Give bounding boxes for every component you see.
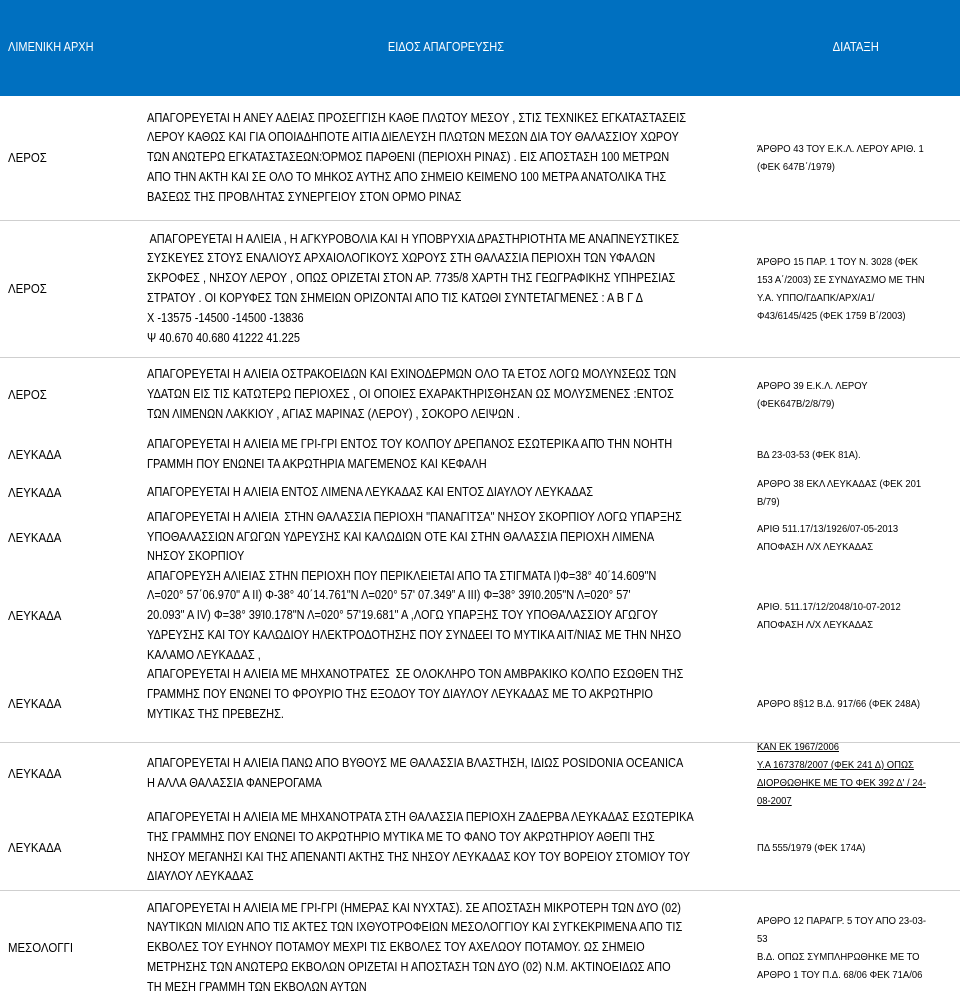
prohibition-text-line: ΔΙΑΥΛΟΥ ΛΕΥΚΑΔΑΣ <box>147 869 254 884</box>
prohibition-text-line: ΑΠΑΓΟΡΕΥΕΤΑΙ Η ΑΛΙΕΙΑ ΠΑΝΩ ΑΠΟ ΒΥΘΟΥΣ ΜΕ ΘΑΛΑΣΣΙΑ ΒΛΑΣΤΗΣΗ, ΙΔΙΩΣ POSIDONIA OCEANICA <box>147 756 684 771</box>
provision-text-line: Υ.Α. ΥΠΠΟ/ΓΔΑΠΚ/ΑΡΧ/Α1/ <box>757 292 875 304</box>
provision-cell <box>752 805 960 890</box>
prohibition-text-line: ΥΔΡΕΥΣΗΣ ΚΑΙ ΤΟΥ ΚΑΛΩΔΙΟΥ ΗΛΕΚΤΡΟΔΟΤΗΣΗΣ ΠΟΥ ΣΥΝΔΕΕΙ ΤΟ ΜΥΤΙΚΑ ΑΙΤ/ΝΙΑΣ ΜΕ ΤΗΝ ΝΗΣΟ <box>147 627 682 642</box>
prohibition-text-line: ΒΑΣΕΩΣ ΤΗΣ ΠΡΟΒΛΗΤΑΣ ΣΥΝΕΡΓΕΙΟΥ ΣΤΟΝ ΟΡΜΟ ΡΙΝΑΣ <box>147 189 462 204</box>
port-authority-cell <box>0 477 140 508</box>
provision-cell <box>752 665 960 742</box>
header-provision-cell <box>752 0 960 96</box>
prohibition-text-line: ΑΠΑΓΟΡΕΥΕΤΑΙ Η ΑΝΕΥ ΑΔΕΙΑΣ ΠΡΟΣΕΓΓΙΣΗ ΚΑΘΕ ΠΛΩΤΟΥ ΜΕΣΟΥ , ΣΤΙΣ ΤΕΧΝΙΚΕΣ ΕΓΚΑΤΑΣΤΑΣΕΙΣ <box>147 110 687 125</box>
provision-cell <box>752 221 960 357</box>
provision-text-line: ΑΡΘΡΟ 12 ΠΑΡΑΓΡ. 5 ΤΟΥ ΑΠΟ 23-03- <box>757 915 926 927</box>
provision-text-line: ΑΡΘΡΟ 8§12 Β.Δ. 917/66 (ΦΕΚ 248Α) <box>757 697 921 710</box>
prohibition-text-line: ΑΠΑΓΟΡΕΥΕΤΑΙ Η ΑΛΙΕΙΑ ΕΝΤΟΣ ΛΙΜΕΝΑ ΛΕΥΚΑΔΑΣ ΚΑΙ ΕΝΤΟΣ ΔΙΑΥΛΟΥ ΛΕΥΚΑΔΑΣ <box>147 484 594 499</box>
prohibition-text-line: ΑΠΑΓΟΡΕΥΕΤΑΙ Η ΑΛΙΕΙΑ ΜΕ ΜΗΧΑΝΟΤΡΑΤΕΣ ΣΕ ΟΛΟΚΛΗΡΟ ΤΟΝ ΑΜΒΡΑΚΙΚΟ ΚΟΛΠΟ ΕΣΩΘΕΝ ΤΗΣ <box>147 667 684 681</box>
provision-cell <box>752 358 960 432</box>
port-authority-label: ΛΕΥΚΑΔΑ <box>8 839 62 855</box>
provision-text-line: ΑΡΙΘ 511.17/13/1926/07-05-2013 <box>757 522 899 535</box>
prohibition-cell <box>140 432 752 477</box>
port-authority-label: ΛΕΥΚΑΔΑ <box>8 529 62 545</box>
provision-text-line: 53 <box>757 933 768 945</box>
provision-text-line: ΑΠΟΦΑΣΗ Λ/Χ ΛΕΥΚΑΔΑΣ <box>757 540 874 553</box>
provision-text-line: 08-2007 <box>757 795 792 807</box>
provision-text-line: Υ.Α 167378/2007 (ΦΕΚ 241 Δ) ΟΠΩΣ <box>757 759 914 771</box>
port-authority-cell <box>0 221 140 357</box>
provision-text-line: ΚΑΝ ΕΚ 1967/2006 <box>757 741 839 753</box>
port-authority-cell <box>0 891 140 1005</box>
port-authority-label: ΛΕΡΟΣ <box>8 150 47 166</box>
provision-text-line: Β.Δ. ΟΠΩΣ ΣΥΜΠΛΗΡΩΘΗΚΕ ΜΕ ΤΟ <box>757 951 920 963</box>
prohibition-text-line: 20.093" Α ΙV) Φ=38° 39Ί0.178"Ν Λ=020° 57'19.681" Α ,ΛΟΓΩ ΥΠΑΡΞΗΣ ΤΟΥ ΥΠΟΘΑΛΑΣΣΙΟΥ ΑΓΩΓΟΥ <box>147 608 658 623</box>
port-authority-cell <box>0 96 140 220</box>
prohibition-text-line: ΑΠΑΓΟΡΕΥΕΤΑΙ Η ΑΛΙΕΙΑ ΜΕ ΓΡΙ-ΓΡΙ (ΗΜΕΡΑΣ ΚΑΙ ΝΥΧΤΑΣ). ΣΕ ΑΠΟΣΤΑΣΗ ΜΙΚΡΟΤΕΡΗ ΤΩΝ ΔΥΟ (02) <box>147 900 681 915</box>
prohibition-text-line: ΣΚΡΟΦΕΣ , ΝΗΣΟΥ ΛΕΡΟΥ , ΟΠΩΣ ΟΡΙΖΕΤΑΙ ΣΤΟΝ ΑΡ. 7735/8 ΧΑΡΤΗ ΤΗΣ ΓΕΩΓΡΑΦΙΚΗΣ ΥΠΗΡΕΣΙΑΣ <box>147 271 676 286</box>
provision-cell <box>752 508 960 567</box>
port-authority-cell <box>0 432 140 477</box>
prohibition-text-line: ΑΠΑΓΟΡΕΥΣΗ ΑΛΙΕΙΑΣ ΣΤΗΝ ΠΕΡΙΟΧΗ ΠΟΥ ΠΕΡΙΚΛΕΙΕΤΑΙ ΑΠΟ ΤΑ ΣΤΙΓΜΑΤΑ Ι)Φ=38° 40΄14.609"Ν <box>147 568 657 583</box>
prohibition-cell <box>140 358 752 432</box>
provision-text-line: ΠΔ 555/1979 (ΦΕΚ 174Α) <box>757 841 866 854</box>
port-authority-cell <box>0 805 140 890</box>
provision-text-line: ΑΡΙΘ. 511.17/12/2048/10-07-2012 <box>757 601 901 613</box>
port-authority-label: ΜΕΣΟΛΟΓΓΙ <box>8 940 74 956</box>
prohibition-text-line: ΤΩΝ ΛΙΜΕΝΩΝ ΛΑΚΚΙΟΥ , ΑΓΙΑΣ ΜΑΡΙΝΑΣ (ΛΕΡΟΥ) , ΣΟΚΟΡΟ ΛΕΙΨΩΝ . <box>147 406 521 421</box>
prohibition-cell <box>140 477 752 508</box>
header-port-authority: ΛΙΜΕΝΙΚΗ ΑΡΧΗ <box>8 40 94 55</box>
port-authority-label: ΛΕΥΚΑΔΑ <box>8 695 62 711</box>
prohibition-text-line: ΑΠΑΓΟΡΕΥΕΤΑΙ Η ΑΛΙΕΙΑ ΜΕ ΓΡΙ-ΓΡΙ ΕΝΤΟΣ ΤΟΥ ΚΟΛΠΟΥ ΔΡΕΠΑΝΟΣ ΕΣΩΤΕΡΙΚΑ ΑΠΌ ΤΗΝ ΝΟΗΤΗ <box>147 436 673 451</box>
port-authority-label: ΛΕΡΟΣ <box>8 281 47 297</box>
port-authority-cell <box>0 508 140 567</box>
provision-cell <box>752 477 960 508</box>
prohibition-text-line: ΛΕΡΟΥ ΚΑΘΩΣ ΚΑΙ ΓΙΑ ΟΠΟΙΑΔΗΠΟΤΕ ΑΙΤΙΑ ΔΙΕΛΕΥΣΗ ΠΛΩΤΩΝ ΜΕΣΩΝ ΔΙΑ ΤΟΥ ΘΑΛΑΣΣΙΟΥ ΧΩΡΟΥ <box>147 130 679 145</box>
provision-text-line: ΑΡΘΡΟ 38 ΕΚΛ ΛΕΥΚΑΔΑΣ (ΦΕΚ 201 <box>757 477 922 490</box>
prohibition-cell <box>140 221 752 357</box>
provision-text-line: (ΦΕΚ 647Β΄/1979) <box>757 161 835 173</box>
table-row <box>0 96 960 220</box>
table-row <box>0 357 960 432</box>
prohibition-text-line: ΓΡΑΜΜΗ ΠΟΥ ΕΝΩΝΕΙ ΤΑ ΑΚΡΩΤΗΡΙΑ ΜΑΓΕΜΕΝΟΣ ΚΑΙ ΚΕΦΑΛΗ <box>147 456 487 471</box>
table-body <box>0 96 960 1005</box>
prohibition-text-line: ΤΩΝ ΑΝΩΤΕΡΩ ΕΓΚΑΤΑΣΤΑΣΕΩΝ:ΌΡΜΟΣ ΠΑΡΘΕΝΙ (ΠΕΡΙΟΧΗ ΡΙΝΑΣ) . ΕΙΣ ΑΠΟΣΤΑΣΗ 100 ΜΕΤΡΩΝ <box>147 150 670 165</box>
provision-cell <box>752 432 960 477</box>
provision-cell <box>752 567 960 665</box>
header-prohibition-type-cell <box>140 0 752 96</box>
table-row <box>0 477 960 508</box>
provision-text-line: ΆΡΘΡΟ 43 ΤΟΥ Ε.Κ.Λ. ΛΕΡΟΥ ΑΡΙΘ. 1 <box>757 143 924 155</box>
prohibition-text-line: ΑΠΑΓΟΡΕΥΕΤΑΙ Η ΑΛΙΕΙΑ ΟΣΤΡΑΚΟΕΙΔΩΝ ΚΑΙ ΕΧΙΝΟΔΕΡΜΩΝ ΟΛΟ ΤΑ ΕΤΟΣ ΛΟΓΩ ΜΟΛΥΝΣΕΩΣ ΤΩΝ <box>147 367 677 382</box>
prohibition-text-line: ΑΠΑΓΟΡΕΥΕΤΑΙ Η ΑΛΙΕΙΑ , Η ΑΓΚΥΡΟΒΟΛΙΑ ΚΑΙ Η ΥΠΟΒΡΥΧΙΑ ΔΡΑΣΤΗΡΙΟΤΗΤΑ ΜΕ ΑΝΑΠΝΕΥΣΤΙΚΕΣ <box>147 231 680 246</box>
prohibition-text-line: ΣΥΣΚΕΥΕΣ ΣΤΟΥΣ ΕΝΑΛΙΟΥΣ ΑΡΧΑΙΟΛΟΓΙΚΟΥΣ ΧΩΡΟΥΣ ΣΤΗ ΘΑΛΑΣΣΙΑ ΠΕΡΙΟΧΗ ΤΩΝ ΥΦΑΛΩΝ <box>147 251 656 266</box>
header-port-authority-cell <box>0 0 140 96</box>
provision-text-line: 153 Α΄/2003) ΣΕ ΣΥΝΔΥΑΣΜΟ ΜΕ ΤΗΝ <box>757 274 925 286</box>
provision-cell <box>752 96 960 220</box>
prohibition-text-line: ΑΠΑΓΟΡΕΥΕΤΑΙ Η ΑΛΙΕΙΑ ΣΤΗΝ ΘΑΛΑΣΣΙΑ ΠΕΡΙΟΧΗ "ΠΑΝΑΓΙΤΣΑ" ΝΗΣΟΥ ΣΚΟΡΠΙΟΥ ΛΟΓΩ ΥΠΑΡΞΗΣ <box>147 509 682 524</box>
prohibition-text-line: ΝΗΣΟΥ ΣΚΟΡΠΙΟΥ <box>147 549 245 564</box>
provision-text-line: ΑΠΟΦΑΣΗ Λ/Χ ΛΕΥΚΑΔΑΣ <box>757 619 874 631</box>
provision-text-line: ΑΡΘΡΟ 39 Ε.Κ.Λ. ΛΕΡΟΥ <box>757 380 868 392</box>
table-row <box>0 567 960 665</box>
port-authority-label: ΛΕΥΚΑΔΑ <box>8 484 62 500</box>
table-row <box>0 665 960 742</box>
header-bar <box>0 0 960 96</box>
prohibition-text-line: Χ -13575 -14500 -14500 -13836 <box>147 310 304 325</box>
header-provision: ΔΙΑΤΑΞΗ <box>832 40 880 55</box>
prohibition-text-line: ΝΑΥΤΙΚΩΝ ΜΙΛΙΩΝ ΑΠΟ ΤΙΣ ΑΚΤΕΣ ΤΩΝ ΙΧΘΥΟΤΡΟΦΕΙΩΝ ΜΕΣΟΛΟΓΓΙΟΥ ΚΑΙ ΣΥΓΚΕΚΡΙΜΕΝΑ ΑΠΟ ΤΙΣ <box>147 920 683 935</box>
port-authority-label: ΛΕΥΚΑΔΑ <box>8 766 62 782</box>
table-row <box>0 432 960 477</box>
port-authority-cell <box>0 665 140 742</box>
prohibition-cell <box>140 743 752 805</box>
provision-text-line: ΑΡΘΡΟ 1 ΤΟΥ Π.Δ. 68/06 ΦΕΚ 71Α/06 <box>757 969 923 981</box>
provision-text-line: Β/79) <box>757 495 780 508</box>
prohibition-text-line: ΑΠΟ ΤΗΝ ΑΚΤΗ ΚΑΙ ΣΕ ΟΛΟ ΤΟ ΜΗΚΟΣ ΑΥΤΗΣ ΑΠΟ ΣΗΜΕΙΟ ΚΕΙΜΕΝΟ 100 ΜΕΤΡΑ ΑΝΑΤΟΛΙΚΑ ΤΗΣ <box>147 169 667 184</box>
table-row <box>0 890 960 1005</box>
prohibition-text-line: ΜΥΤΙΚΑΣ ΤΗΣ ΠΡΕΒΕΖΗΣ. <box>147 706 284 721</box>
provision-text-line: ΆΡΘΡΟ 15 ΠΑΡ. 1 ΤΟΥ Ν. 3028 (ΦΕΚ <box>757 256 918 268</box>
provision-text-line: ΒΔ 23-03-53 (ΦΕΚ 81Α). <box>757 448 861 461</box>
prohibition-cell <box>140 508 752 567</box>
provision-cell <box>752 743 960 805</box>
provision-text-line: ΔΙΟΡΘΩΘΗΚΕ ΜΕ ΤΟ ΦΕΚ 392 Δ' / 24- <box>757 777 926 789</box>
provision-cell <box>752 891 960 1005</box>
prohibition-text-line: Η ΑΛΛΑ ΘΑΛΑΣΣΙΑ ΦΑΝΕΡΟΓΑΜΑ <box>147 776 322 790</box>
provision-text-line: (ΦΕΚ647Β/2/8/79) <box>757 398 835 410</box>
prohibition-text-line: ΥΠΟΘΑΛΑΣΣΙΩΝ ΑΓΩΓΩΝ ΥΔΡΕΥΣΗΣ ΚΑΙ ΚΑΛΩΔΙΩΝ ΟΤΕ ΚΑΙ ΣΤΗΝ ΘΑΛΑΣΣΙΑ ΠΕΡΙΟΧΗ ΛΙΜΕΝΑ <box>147 529 655 544</box>
prohibition-text-line: ΜΕΤΡΗΣΗΣ ΤΩΝ ΑΝΩΤΕΡΩ ΕΚΒΟΛΩΝ ΟΡΙΖΕΤΑΙ Η ΑΠΟΣΤΑΣΗ ΤΩΝ ΔΥΟ (02) Ν.Μ. ΑΚΤΙΝΟΕΙΔΩΣ ΑΠΟ <box>147 959 671 974</box>
prohibition-text-line: ΤΗ ΜΕΣΗ ΓΡΑΜΜΗ ΤΩΝ ΕΚΒΟΛΩΝ ΑΥΤΩΝ <box>147 979 367 994</box>
table-row <box>0 508 960 567</box>
prohibition-text-line: ΑΠΑΓΟΡΕΥΕΤΑΙ Η ΑΛΙΕΙΑ ΜΕ ΜΗΧΑΝΟΤΡΑΤΑ ΣΤΗ ΘΑΛΑΣΣΙΑ ΠΕΡΙΟΧΗ ΖΑΔΕΡΒΑ ΛΕΥΚΑΔΑΣ ΕΣΩΤΕΡΙΚΑ <box>147 809 694 824</box>
port-authority-cell <box>0 567 140 665</box>
port-authority-label: ΛΕΥΚΑΔΑ <box>8 608 62 624</box>
prohibition-cell <box>140 96 752 220</box>
prohibition-text-line: ΚΑΛΑΜΟ ΛΕΥΚΑΔΑΣ , <box>147 647 261 662</box>
prohibition-cell <box>140 891 752 1005</box>
prohibition-text-line: ΣΤΡΑΤΟΥ . ΟΙ ΚΟΡΥΦΕΣ ΤΩΝ ΣΗΜΕΙΩΝ ΟΡΙΖΟΝΤΑΙ ΑΠΟ ΤΙΣ ΚΑΤΩΘΙ ΣΥΝΤΕΤΑΓΜΕΝΕΣ : Α Β Γ Δ <box>147 291 644 305</box>
prohibition-text-line: ΓΡΑΜΜΗΣ ΠΟΥ ΕΝΩΝΕΙ ΤΟ ΦΡΟΥΡΙΟ ΤΗΣ ΕΞΟΔΟΥ ΤΟΥ ΔΙΑΥΛΟΥ ΛΕΥΚΑΔΑΣ ΜΕ ΤΟ ΑΚΡΩΤΗΡΙΟ <box>147 686 653 701</box>
prohibition-cell <box>140 567 752 665</box>
prohibition-text-line: ΕΚΒΟΛΕΣ ΤΟΥ ΕΥΗΝΟΥ ΠΟΤΑΜΟΥ ΜΕΧΡΙ ΤΙΣ ΕΚΒΟΛΕΣ ΤΟΥ ΑΧΕΛΩΟΥ ΠΟΤΑΜΟΥ. ΩΣ ΣΗΜΕΙΟ <box>147 940 645 955</box>
table-row <box>0 805 960 890</box>
provision-text-line: Φ43/6145/425 (ΦΕΚ 1759 Β΄/2003) <box>757 310 906 322</box>
port-authority-label: ΛΕΥΚΑΔΑ <box>8 446 62 462</box>
port-authority-cell <box>0 358 140 432</box>
prohibition-text-line: Λ=020° 57΄06.970" Α ΙΙ) Φ-38° 40΄14.761"Ν Λ=020° 57' 07.349” Α ΙΙΙ) Φ=38° 39Ί0.205"Ν Λ=020° 57' <box>147 588 631 603</box>
prohibition-text-line: ΥΔΑΤΩΝ ΕΙΣ ΤΙΣ ΚΑΤΩΤΕΡΩ ΠΕΡΙΟΧΕΣ , ΟΙ ΟΠΟΙΕΣ ΕΧΑΡΑΚΤΗΡΙΣΘΗΣΑΝ ΩΣ ΜΟΛΥΣΜΕΝΕΣ :ΕΝΤΟΣ <box>147 387 674 402</box>
prohibition-text-line: ΤΗΣ ΓΡΑΜΜΗΣ ΠΟΥ ΕΝΩΝΕΙ ΤΟ ΑΚΡΩΤΗΡΙΟ ΜΥΤΙΚΑ ΜΕ ΤΟ ΦΑΝΟ ΤΟΥ ΑΚΡΩΤΗΡΙΟΥ ΑΘΕΠΙ ΤΗΣ <box>147 829 655 844</box>
prohibition-text-line: Ψ 40.670 40.680 41222 41.225 <box>147 330 300 345</box>
header-prohibition-type: ΕΙΔΟΣ ΑΠΑΓΟΡΕΥΣΗΣ <box>387 40 505 55</box>
table-row <box>0 742 960 805</box>
prohibition-text-line: ΝΗΣΟΥ ΜΕΓΑΝΗΣΙ ΚΑΙ ΤΗΣ ΑΠΕΝΑΝΤΙ ΑΚΤΗΣ ΤΗΣ ΝΗΣΟΥ ΛΕΥΚΑΔΑΣ ΚΟΥ ΤΟΥ ΒΟΡΕΙΟΥ ΣΤΟΜΙΟΥ ΤΟΥ <box>147 849 691 864</box>
port-authority-label: ΛΕΡΟΣ <box>8 387 47 403</box>
port-authority-cell <box>0 743 140 805</box>
prohibition-cell <box>140 665 752 742</box>
table-row <box>0 220 960 357</box>
prohibition-cell <box>140 805 752 890</box>
